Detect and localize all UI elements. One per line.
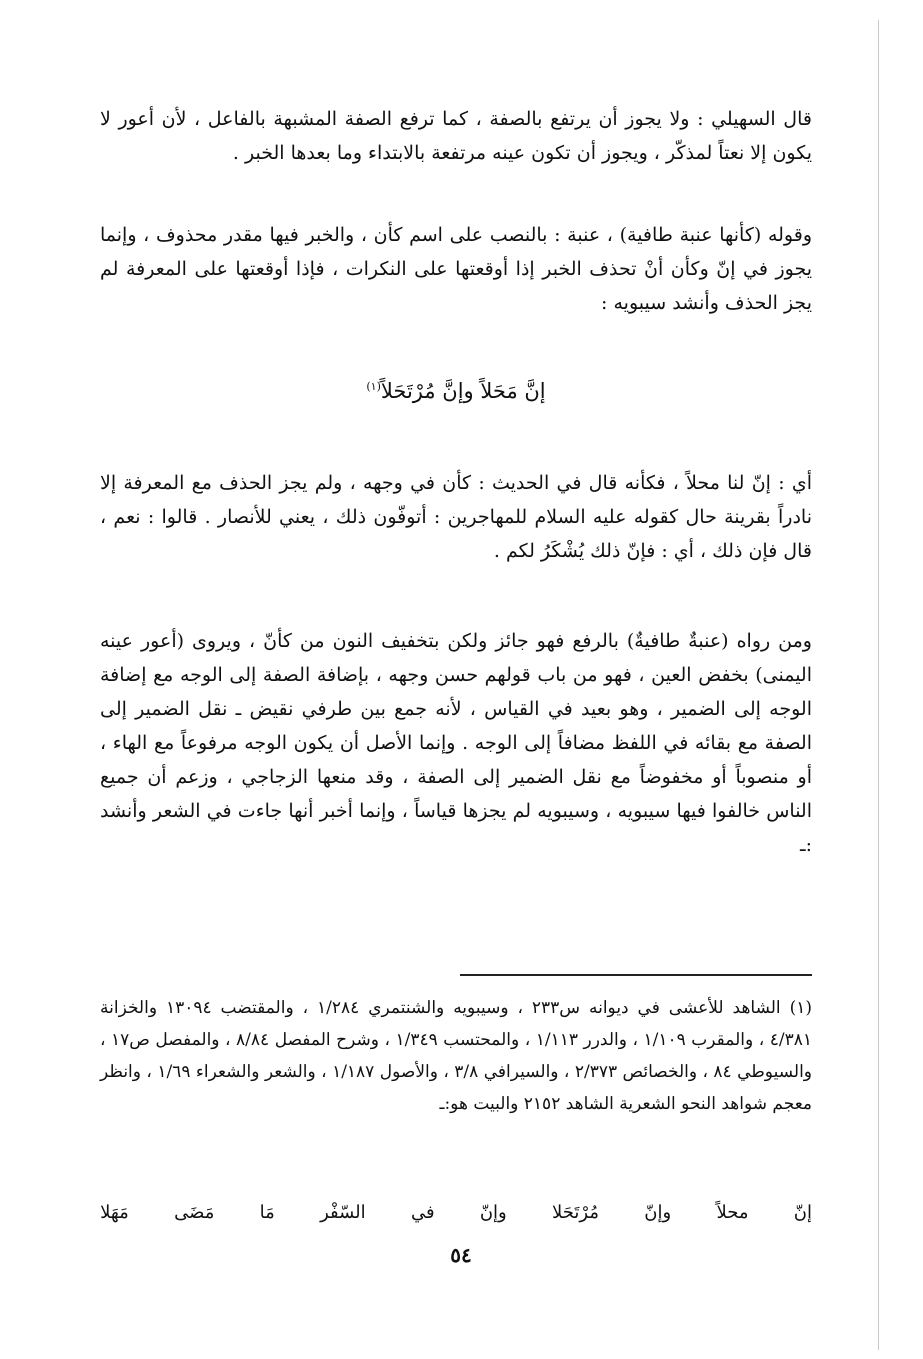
paragraph-man-rawahu: ومن رواه (عنبةٌ طافيةٌ) بالرفع فهو جائز ولكن بتخفيف النون من كأنّ ، ويروى (أعور عينه اليمنى) بخفض العين ، فهو من باب قولهم حسن وجهه ، بإضافة الصفة إلى الوجه مع إضافة الوجه إلى الضمير ، وهو بعيد في القياس ، لأنه جمع بين طرفي نقيض ـ نقل الضمير إلى الصفة مع بقائه في اللفظ مضافاً إلى الوجه . وإنما الأصل أن يكون الوجه مرفوعاً مع الهاء ، أو منصوباً أو مخفوضاً مع نقل الضمير إلى الصفة ، وقد منعها الزجاجي ، وزعم أن جميع الناس خالفوا فيها سيبويه ، وسيبويه لم يجزها قياساً ، وإنما أخبر أنها جاءت في الشعر وأنشد :ـ (100, 630, 812, 856)
binding-edge-line (878, 20, 879, 1350)
quoted-verse (100, 370, 812, 408)
footnote-verse-word: مَا (259, 1202, 275, 1223)
footnote-marker: (١) (366, 380, 381, 393)
page-number: ٥٤ (450, 1243, 472, 1267)
footnote-verse-word: محلاً (716, 1202, 749, 1223)
footnote-text: (١) الشاهد للأعشى في ديوانه س٢٣٣ ، وسيبويه والشنتمري ١/٢٨٤ ، والمقتضب ١٣٠٩٤ والخزانة ٤/٣٨١ ، والمقرب ١/١٠٩ ، والدرر ١/١١٣ ، والمحتسب ١/٣٤٩ ، وشرح المفصل ٨/٨٤ ، والمفصل ص١٧ ، والسيوطي ٨٤ ، والخصائص ٢/٣٧٣ ، والسيرافي ٣/٨ ، والأصول ١/١٨٧ ، والشعر والشعراء ١/٦٩ ، وانظر معجم شواهد النحو الشعرية الشاهد ٢١٥٢ والبيت هو:ـ (100, 998, 813, 1114)
footnote-verse-word: في (410, 1202, 435, 1223)
footnote-verse-word: مَهَلا (100, 1202, 129, 1223)
footnote-verse (100, 1196, 812, 1230)
footnote-verse-word: وإنّ (644, 1202, 672, 1223)
footnote-verse-word: مُرْتَحَلا (552, 1202, 599, 1223)
paragraph-qawluhu: وقوله (كأنها عنبة طافية) ، عنبة : بالنصب على اسم كأن ، والخبر فيها مقدر محذوف ، وإنما يجوز في إنّ وكأن أنْ تحذف الخبر إذا أوقعتها على النكرات ، فإذا أوقعتها على المعرفة لم يجز الحذف وأنشد سيبويه : (100, 224, 812, 314)
footnote-verse-word: مَضَى (174, 1202, 215, 1223)
footnote-verse-word: السّفْر (320, 1202, 366, 1223)
paragraph-suhaili: قال السهيلي : ولا يجوز أن يرتفع بالصفة ، كما ترفع الصفة المشبهة بالفاعل ، لأن أعور لا يكون إلا نعتاً لمذكّر ، ويجوز أن تكون عينه مرتفعة بالابتداء وما بعدها الخبر . (100, 108, 812, 164)
footnote-separator (460, 974, 812, 976)
footnote-verse-word: إنّ (793, 1202, 812, 1223)
paragraph-ay: أي : إنّ لنا محلاً ، فكأنه قال في الحديث : كأن في وجهه ، ولم يجز الحذف مع المعرفة إلا نادراً بقرينة حال كقوله عليه السلام للمهاجرين : أتوفّون ذلك ، يعني للأنصار . قالوا : نعم ، قال فإن ذلك ، أي : فإنّ ذلك يُشْكَرُ لكم . (100, 472, 812, 562)
verse-text: إنَّ مَحَلاً وإنَّ مُرْتَحَلاً (380, 379, 546, 403)
footnote-verse-word: وإنّ (479, 1202, 507, 1223)
